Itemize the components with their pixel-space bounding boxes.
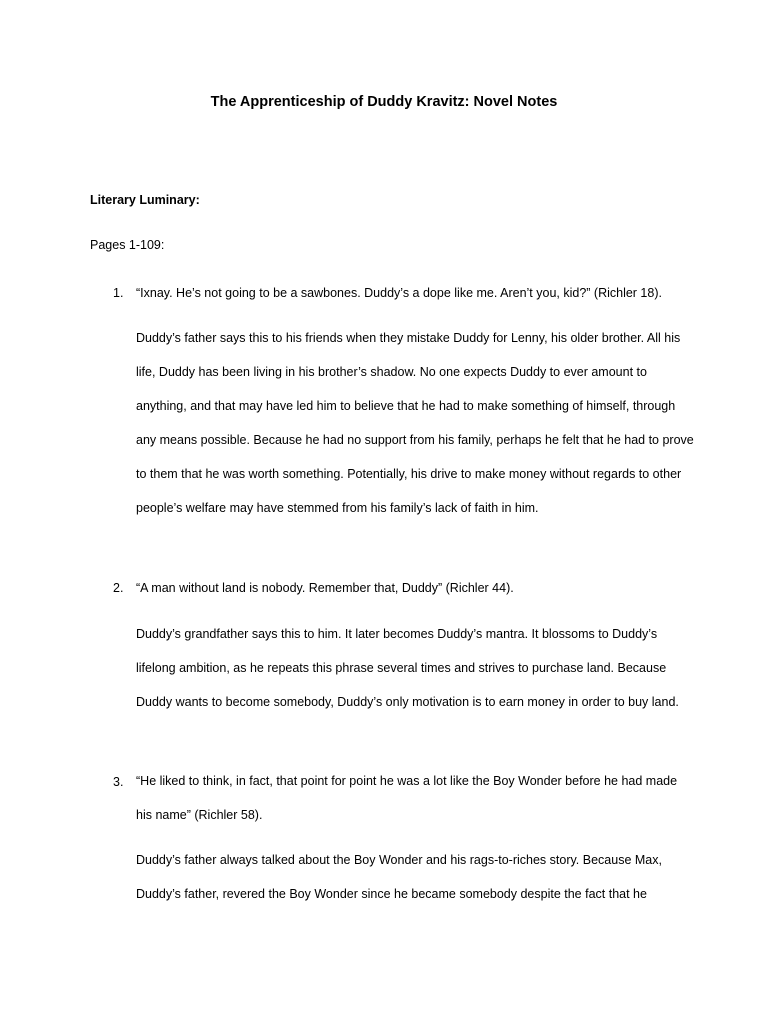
list-item-number: 1. <box>113 286 124 300</box>
list-item-number: 3. <box>113 775 124 789</box>
list-item-number: 2. <box>113 581 124 595</box>
list-item-quote: “He liked to think, in fact, that point for point he was a lot like the Boy Wonder before he had made his name” (Richler 58). <box>136 774 678 822</box>
list-item-commentary: Duddy’s father always talked about the Boy Wonder and his rags-to-riches story. Because Max, Duddy’s father, revered the Boy Wonder since he became somebody despite the fact that he <box>136 853 662 901</box>
document-title: The Apprenticeship of Duddy Kravitz: Novel Notes <box>210 94 558 110</box>
list-item-commentary: Duddy’s grandfather says this to him. It later becomes Duddy’s mantra. It blossoms to Duddy’s lifelong ambition, as he repeats this phrase several times and strives to purchase land. Because Duddy wants to become somebody, Duddy’s only motivation is to earn money in order to buy land. <box>136 627 679 709</box>
list-item-commentary: Duddy’s father says this to his friends when they mistake Duddy for Lenny, his older brother. All his life, Duddy has been living in his brother’s shadow. No one expects Duddy to ever amount to anything, and that may have led him to believe that he had to make something of himself, through any means possible. Because he had no support from his family, perhaps he felt that he had to prove to them that he was worth something. Potentially, his drive to make money without regards to other people’s welfare may have stemmed from his family’s lack of faith in him. <box>136 331 694 515</box>
section-heading: Literary Luminary: <box>90 193 200 207</box>
pages-heading: Pages 1-109: <box>90 238 165 252</box>
list-item-quote: “A man without land is nobody. Remember that, Duddy” (Richler 44). <box>136 581 514 595</box>
list-item-quote: “Ixnay. He’s not going to be a sawbones. Duddy’s a dope like me. Aren’t you, kid?” (Richler 18). <box>136 286 662 300</box>
